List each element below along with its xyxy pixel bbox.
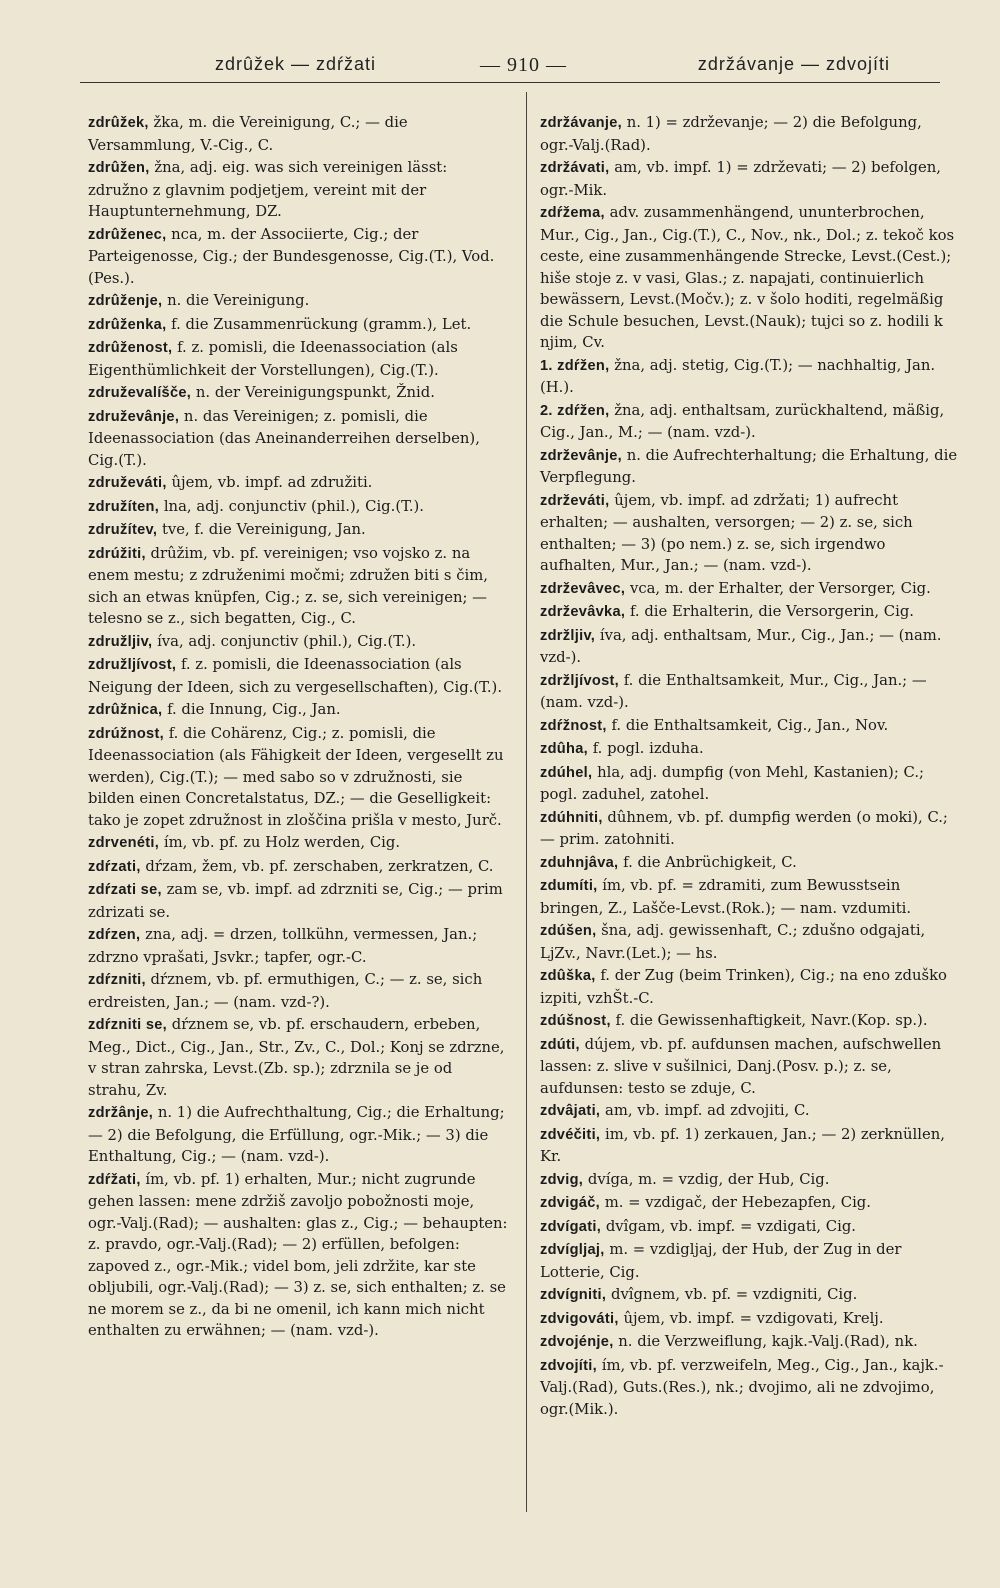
- entry-headword: zdrževâvec,: [540, 580, 626, 597]
- dictionary-entry: [540, 807, 960, 851]
- entry-definition: žna, adj. stetig, Cig.(T.); — nachhaltig, Jan.(H.).: [540, 356, 936, 396]
- entry-definition: dújem, vb. pf. aufdunsen machen, aufschwellen lassen: z. slive v sušilnici, Danj.(Posv. p.); z. se, aufdunsen: testo se zduje, C.: [540, 1035, 942, 1097]
- entry-definition: f. die Cohärenz, Cig.; z. pomisli, die Ideenassociation (als Fähigkeit der Ideen, vergesellt zu werden), Cig.(T.); — med sabo so v združnosti, sie bilden einen Concretalstatus, DZ.; — die Geselligkeit: tako je zopet združnost in zloščina prišla v mesto, Jurč.: [88, 724, 504, 829]
- entry-headword: zdrževâvka,: [540, 604, 626, 620]
- entry-headword: zdúšnost,: [540, 1013, 611, 1029]
- entry-definition: m. = vzdigač, der Hebezapfen, Cig.: [604, 1194, 871, 1211]
- header-rule: [80, 82, 940, 83]
- entry-definition: šna, adj. gewissenhaft, C.; zdušno odgajati, LjZv., Navr.(Let.); — hs.: [540, 922, 926, 962]
- entry-headword: združevânje,: [88, 408, 180, 425]
- dictionary-entry: [88, 112, 508, 156]
- entry-definition: ím, vb. pf. 1) erhalten, Mur.; nicht zugrunde gehen lassen: mene zdržiš zavoljo pobožnosti moje, ogr.-Valj.(Rad); — aushalten: glas z., Cig.; — behaupten: z. pravdo, ogr.-Valj.(Rad); — 2) erfüllen, befolgen: zapoved z., ogr.-Mik.; videl bom, jeli zdržite, kar ste obljubili, ogr.-Valj.(Rad); — 3) z. se, sich enthalten; z. se ne morem se z., da bi ne omenil, ich kann mich nicht enthalten zu erwähnen; — (nam. vzd-).: [88, 1170, 508, 1339]
- entry-headword: zdrûženec,: [88, 226, 167, 243]
- entry-headword: zdvígljaj,: [540, 1242, 605, 1258]
- entry-headword: združítev,: [88, 522, 158, 538]
- dictionary-entry: [540, 852, 960, 875]
- entry-headword: zdŕzniti se,: [88, 1017, 168, 1033]
- entry-headword: zdrûžnica,: [88, 702, 163, 718]
- entry-definition: f. die Erhalterin, die Versorgerin, Cig.: [629, 603, 914, 620]
- entry-definition: dvîgam, vb. impf. = vzdigati, Cig.: [605, 1217, 857, 1235]
- entry-definition: f. z. pomisli, die Ideenassociation (als Neigung der Ideen, sich zu vergesellschaften), Cig.(T.).: [88, 656, 503, 696]
- entry-headword: zdûha,: [540, 741, 589, 757]
- entry-definition: f. z. pomisli, die Ideenassociation (als Eigenthümlichkeit der Vorstellungen), Cig.(T.).: [88, 339, 458, 379]
- page-header: [80, 50, 940, 84]
- dictionary-entry: [540, 157, 960, 201]
- entry-definition: n. das Vereinigen; z. pomisli, die Ideenassociation (das Aneinanderreihen derselben), Cig.(T.).: [88, 407, 480, 469]
- entry-headword: zdržljiv,: [540, 627, 596, 644]
- entry-definition: zna, adj. = drzen, tollkühn, vermessen, Jan.; zdrzno vprašati, Jsvkr.; tapfer, ogr.-C.: [88, 926, 478, 966]
- entry-definition: f. die Gewissenhaftigkeit, Navr.(Kop. sp.).: [615, 1012, 928, 1029]
- dictionary-entry: [540, 625, 960, 669]
- entry-headword: zdŕzati se,: [88, 882, 162, 898]
- dictionary-entry: [540, 112, 960, 156]
- entry-headword: zdûška,: [540, 968, 596, 984]
- entry-definition: ím, vb. pf. = zdramiti, zum Bewusstsein bringen, Z., Lašče-Levst.(Rok.); — nam. vzdumiti.: [540, 877, 912, 917]
- entry-definition: n. die Vereinigung.: [167, 292, 310, 309]
- entry-headword: zdvojénje,: [540, 1334, 614, 1350]
- entry-headword: zdržávanje,: [540, 115, 622, 131]
- entry-headword: 1. zdŕžen,: [540, 357, 610, 374]
- entry-headword: zdvigováti,: [540, 1310, 619, 1327]
- entry-headword: zdrûžen,: [88, 160, 150, 176]
- dictionary-entry: [88, 472, 508, 495]
- entry-headword: zdúhel,: [540, 764, 593, 781]
- entry-definition: n. die Aufrechterhaltung; die Erhaltung, die Verpflegung.: [540, 446, 958, 486]
- right-column: [540, 112, 960, 1421]
- entry-headword: združíten,: [88, 498, 160, 515]
- dictionary-entry: [88, 496, 508, 519]
- dictionary-entry: [88, 382, 508, 405]
- dictionary-entry: [540, 1192, 960, 1215]
- dictionary-entry: [88, 924, 508, 968]
- dictionary-entry: [88, 1014, 508, 1101]
- dictionary-entry: [88, 314, 508, 337]
- entry-headword: zdŕžema,: [540, 205, 605, 221]
- entry-headword: zdŕzniti,: [88, 972, 146, 988]
- entry-definition: f. die Zusammenrückung (gramm.), Let.: [171, 315, 472, 333]
- entry-definition: f. der Zug (beim Trinken), Cig.; na eno zduško izpiti, vzhŠt.-C.: [540, 967, 947, 1007]
- dictionary-entry: [88, 879, 508, 923]
- entry-headword: zdvigáč,: [540, 1195, 600, 1211]
- entry-definition: ûjem, vb. impf. ad zdržati; 1) aufrecht erhalten; — aushalten, versorgen; — 2) z. se, sich enthalten; — 3) (po nem.) z. se, sich irgendwo aufhalten, Mur., Jan.; — (nam. vzd-).: [540, 491, 913, 574]
- entry-definition: tve, f. die Vereinigung, Jan.: [161, 521, 366, 538]
- entry-definition: nca, m. der Associierte, Cig.; der Parteigenosse, Cig.; der Bundesgenosse, Cig.(T.), Vod.(Pes.).: [88, 225, 495, 287]
- dictionary-entry: [540, 355, 960, 399]
- entry-definition: ím, vb. pf. verzweifeln, Meg., Cig., Jan., kajk.-Valj.(Rad), Guts.(Res.), nk.; dvojimo, ali ne zdvojimo, ogr.(Mik.).: [540, 1356, 944, 1418]
- entry-definition: am, vb. impf. 1) = zdrževati; — 2) befolgen, ogr.-Mik.: [540, 159, 941, 199]
- entry-headword: zdrževânje,: [540, 447, 622, 464]
- entry-definition: dvíga, m. = vzdig, der Hub, Cig.: [587, 1170, 830, 1188]
- entry-definition: žka, m. die Vereinigung, C.; — die Versammlung, V.-Cig., C.: [88, 114, 408, 154]
- entry-headword: združljívost,: [88, 657, 177, 673]
- entry-definition: ûjem, vb. impf. ad združiti.: [171, 474, 373, 491]
- header-left-range: zdrûžek — zdŕžati: [215, 54, 377, 74]
- entry-definition: zam se, vb. impf. ad zdrzniti se, Cig.; — prim zdrizati se.: [88, 881, 503, 921]
- dictionary-entry: [540, 1308, 960, 1331]
- entry-headword: zdrvenéti,: [88, 835, 160, 851]
- entry-definition: vca, m. der Erhalter, der Versorger, Cig.: [629, 579, 931, 597]
- entry-headword: 2. zdŕžen,: [540, 402, 610, 419]
- entry-definition: f. die Innung, Cig., Jan.: [167, 701, 341, 718]
- entry-definition: f. die Enthaltsamkeit, Cig., Jan., Nov.: [611, 716, 889, 734]
- dictionary-entry: [88, 699, 508, 722]
- column-divider: [526, 92, 527, 1512]
- dictionary-entry: [88, 337, 508, 381]
- entry-headword: združeváti,: [88, 475, 167, 491]
- dictionary-entry: [540, 920, 960, 964]
- entry-definition: drûžim, vb. pf. vereinigen; vso vojsko z. na enem mestu; z združenimi močmi; združen biti s čim, sich an etwas knüpfen, Cig.; z. se, sich vereinigen; — telesno se z., sich begatten, Cig., C.: [88, 544, 488, 627]
- entry-headword: združljiv,: [88, 633, 153, 650]
- entry-headword: zdrûženje,: [88, 293, 163, 309]
- dictionary-entry: [540, 1284, 960, 1307]
- entry-definition: dŕznem se, vb. pf. erschaudern, erbeben, Meg., Dict., Cig., Jan., Str., Zv., C., Dol.; Konj se zdrzne, v stran zahrska, Levst.(Zb. sp.); zdrznila se je od strahu, Zv.: [88, 1016, 505, 1099]
- dictionary-entry: [540, 875, 960, 919]
- entry-headword: zdvojíti,: [540, 1357, 598, 1374]
- header-right-range: zdržávanje — zdvojíti: [697, 54, 890, 74]
- entry-headword: zdvig,: [540, 1171, 584, 1188]
- entry-headword: zdvâjati,: [540, 1103, 601, 1119]
- dictionary-entry: [540, 445, 960, 489]
- entry-headword: zdumíti,: [540, 878, 598, 894]
- entry-definition: im, vb. pf. 1) zerkauen, Jan.; — 2) zerknüllen, Kr.: [540, 1125, 945, 1165]
- entry-headword: zdržávati,: [540, 160, 610, 176]
- entry-headword: zdržljívost,: [540, 672, 620, 689]
- dictionary-entry: [88, 723, 508, 832]
- entry-definition: dvîgnem, vb. pf. = vzdigniti, Cig.: [610, 1286, 858, 1303]
- entry-headword: zdržânje,: [88, 1105, 154, 1121]
- entry-definition: am, vb. impf. ad zdvojiti, C.: [605, 1102, 810, 1119]
- dictionary-entry: [540, 1010, 960, 1033]
- dictionary-entry: [88, 290, 508, 313]
- dictionary-entry: [540, 1169, 960, 1192]
- entry-definition: n. der Vereinigungspunkt, Žnid.: [195, 384, 435, 401]
- dictionary-entry: [540, 1124, 960, 1168]
- dictionary-entry: [540, 1216, 960, 1239]
- dictionary-entry: [540, 762, 960, 806]
- entry-headword: zdŕzen,: [88, 927, 141, 943]
- entry-headword: zdúhniti,: [540, 809, 603, 826]
- dictionary-entry: [88, 224, 508, 290]
- entry-headword: zdvéčiti,: [540, 1126, 601, 1143]
- entry-headword: zdŕžati,: [88, 1171, 141, 1188]
- entry-headword: zduhnjâva,: [540, 854, 619, 871]
- dictionary-entry: [540, 738, 960, 761]
- dictionary-entry: [88, 969, 508, 1013]
- dictionary-entry: [540, 400, 960, 444]
- left-column: [88, 112, 508, 1343]
- dictionary-entry: [88, 543, 508, 630]
- dictionary-entry: [88, 832, 508, 855]
- dictionary-entry: [540, 1239, 960, 1283]
- entry-headword: zdŕžnost,: [540, 717, 607, 734]
- entry-headword: zdúšen,: [540, 923, 597, 939]
- entry-headword: zdrževáti,: [540, 492, 610, 509]
- entry-definition: dŕzam, žem, vb. pf. zerschaben, zerkratzen, C.: [145, 857, 494, 875]
- entry-definition: hla, adj. dumpfig (von Mehl, Kastanien); C.; pogl. zaduhel, zatohel.: [540, 763, 925, 803]
- entry-headword: zdŕzati,: [88, 858, 141, 875]
- entry-definition: m. = vzdigljaj, der Hub, der Zug in der Lotterie, Cig.: [540, 1241, 902, 1281]
- entry-headword: zdrûženka,: [88, 316, 167, 333]
- entry-definition: adv. zusammenhängend, ununterbrochen, Mur., Cig., Jan., Cig.(T.), C., Nov., nk., Dol.; z. tekoč kos ceste, eine zusammenhängende Strecke, Levst.(Cest.); hiše stoje z. v vasi, Glas.; z. napajati, continuierlich bewässern, Levst.(Močv.); z. v šolo hoditi, regelmäßig die Schule besuchen, Levst.(Nauk); tujci so z. hodili k njim, Cv.: [540, 204, 955, 351]
- dictionary-entry: [88, 1102, 508, 1168]
- dictionary-entry: [88, 157, 508, 223]
- entry-headword: zdrûžek,: [88, 115, 149, 131]
- dictionary-entry: [540, 202, 960, 354]
- dictionary-entry: [88, 631, 508, 654]
- dictionary-entry: [540, 578, 960, 601]
- dictionary-entry: [540, 1034, 960, 1100]
- page-number: — 910 —: [480, 54, 567, 76]
- dictionary-entry: [88, 1169, 508, 1342]
- dictionary-entry: [88, 519, 508, 542]
- entry-definition: íva, adj. enthaltsam, Mur., Cig., Jan.; — (nam. vzd-).: [540, 626, 942, 666]
- entry-definition: ûjem, vb. impf. = vzdigovati, Krelj.: [623, 1309, 884, 1327]
- entry-headword: zdvígati,: [540, 1218, 602, 1235]
- entry-definition: íva, adj. conjunctiv (phil.), Cig.(T.).: [157, 632, 417, 650]
- entry-headword: zdúti,: [540, 1036, 580, 1053]
- dictionary-entry: [540, 1100, 960, 1123]
- entry-definition: dŕznem, vb. pf. ermuthigen, C.; — z. se, sich erdreisten, Jan.; — (nam. vzd-?).: [88, 971, 483, 1011]
- dictionary-entry: [540, 1355, 960, 1421]
- entry-definition: dûhnem, vb. pf. dumpfig werden (o moki), C.; — prim. zatohniti.: [540, 808, 948, 848]
- entry-headword: zdvígniti,: [540, 1287, 607, 1303]
- dictionary-entry: [540, 715, 960, 738]
- entry-definition: n. die Verzweiflung, kajk.-Valj.(Rad), nk.: [618, 1333, 918, 1350]
- entry-headword: združevalíšče,: [88, 385, 192, 401]
- entry-headword: zdrúžiti,: [88, 545, 146, 562]
- dictionary-entry: [88, 856, 508, 879]
- dictionary-entry: [540, 601, 960, 624]
- dictionary-entry: [540, 490, 960, 577]
- dictionary-entry: [540, 965, 960, 1009]
- entry-definition: ím, vb. pf. zu Holz werden, Cig.: [163, 834, 401, 851]
- entry-definition: n. 1) = zdrževanje; — 2) die Befolgung, ogr.-Valj.(Rad).: [540, 114, 922, 154]
- dictionary-entry: [88, 654, 508, 698]
- entry-definition: n. 1) die Aufrechthaltung, Cig.; die Erhaltung; — 2) die Befolgung, die Erfüllung, ogr.-Mik.; — 3) die Enthaltung, Cig.; — (nam. vzd-).: [88, 1104, 505, 1165]
- entry-definition: žna, adj. eig. was sich vereinigen lässt: združno z glavnim podjetjem, vereint mit der Hauptunternehmung, DZ.: [88, 159, 448, 220]
- entry-headword: zdrûženost,: [88, 340, 173, 356]
- entry-definition: lna, adj. conjunctiv (phil.), Cig.(T.).: [163, 497, 425, 515]
- entry-headword: zdrúžnost,: [88, 725, 164, 742]
- entry-definition: f. die Enthaltsamkeit, Mur., Cig., Jan.; — (nam. vzd-).: [540, 671, 927, 711]
- dictionary-entry: [540, 1331, 960, 1354]
- dictionary-entry: [540, 670, 960, 714]
- entry-definition: f. die Anbrüchigkeit, C.: [623, 853, 797, 871]
- entry-definition: žna, adj. enthaltsam, zurückhaltend, mäßig, Cig., Jan., M.; — (nam. vzd-).: [540, 401, 945, 441]
- entry-definition: f. pogl. izduha.: [592, 740, 704, 757]
- dictionary-entry: [88, 406, 508, 472]
